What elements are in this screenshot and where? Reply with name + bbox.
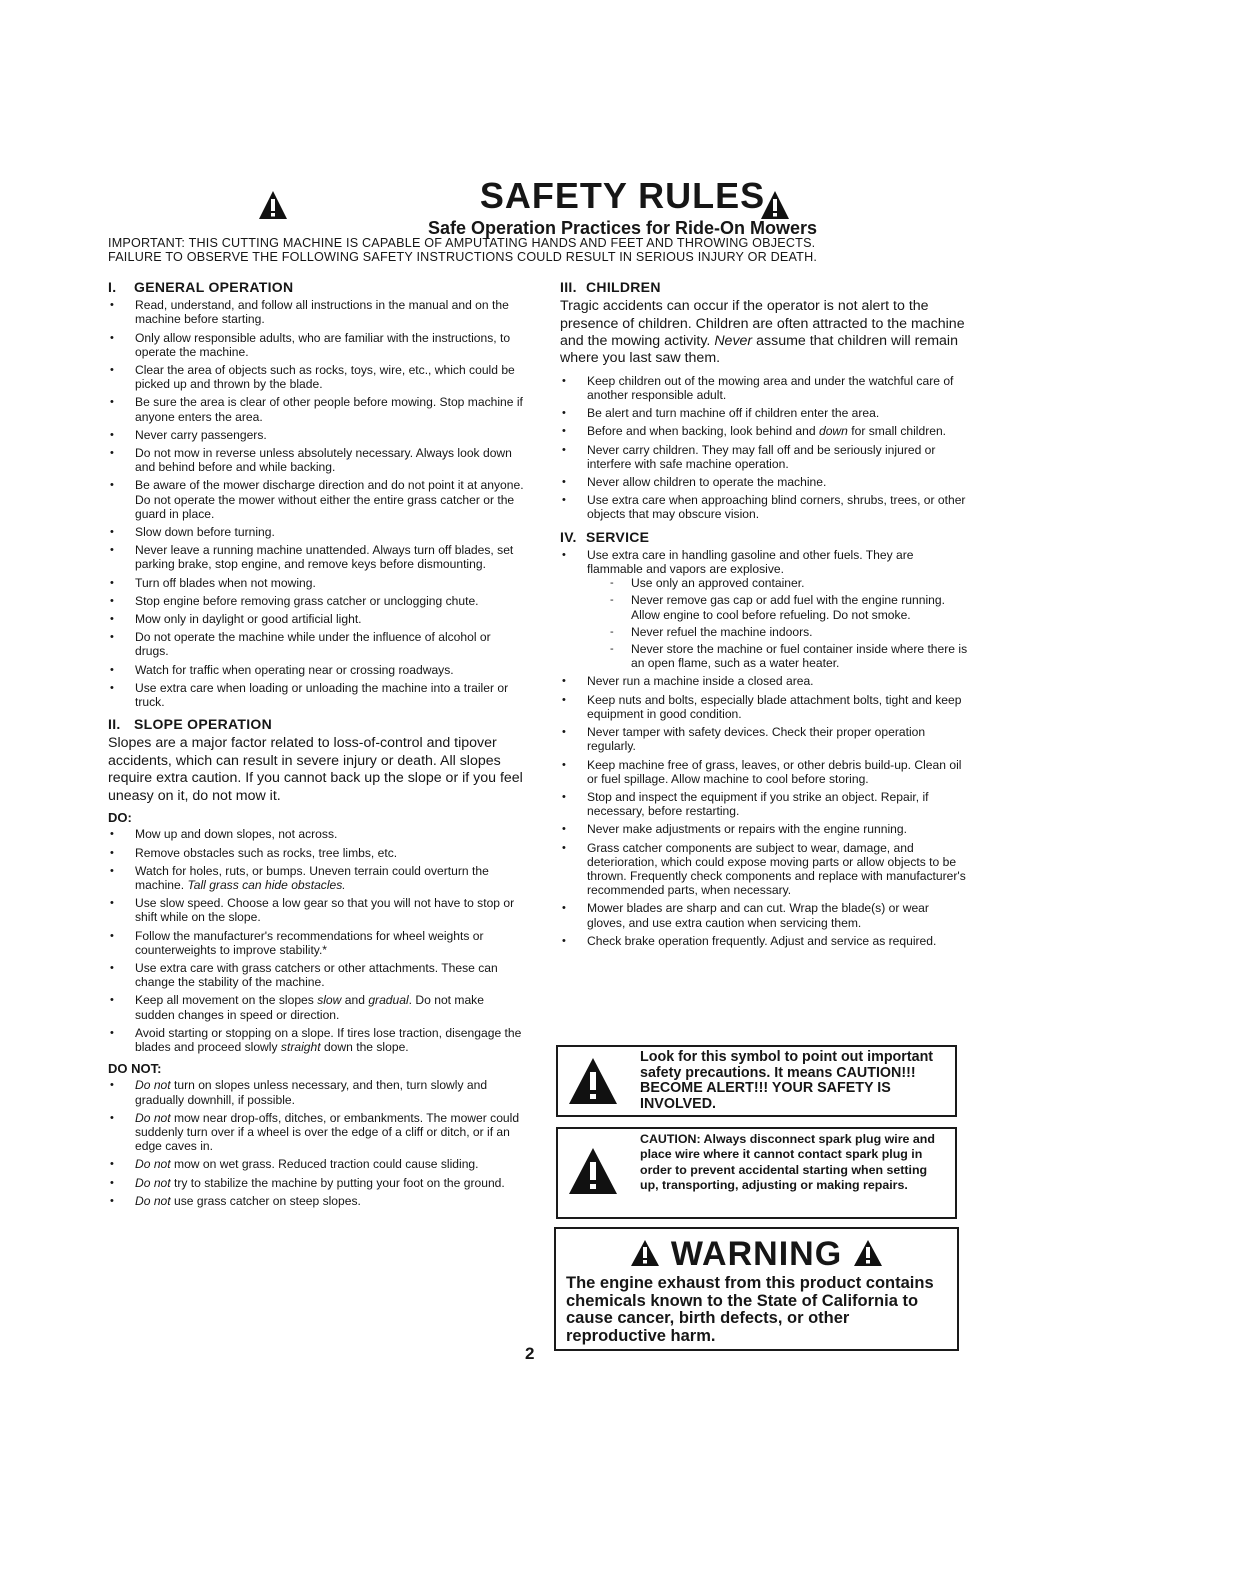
list-item: • Slow down before turning. [108,525,526,539]
item-text: and [341,993,369,1008]
item-emphasis: Do not [135,1193,171,1208]
general-rules-list [108,298,526,709]
item-text: Keep all movement on the slopes [135,993,314,1008]
list-item [108,1176,526,1190]
list-item: • Never make adjustments or repairs with the engine running. [560,822,970,836]
item-emphasis: Do not [135,1175,171,1190]
list-item [560,548,970,671]
paragraph-text: Tragic accidents can occur if the operator is not alert to the presence of children. Children are often attracted to the machine and the mowing activity. [560,298,965,350]
warning-box [554,1227,959,1351]
section-heading-slope [108,717,526,731]
section-title: GENERAL OPERATION [134,279,294,295]
section-number: III. [560,279,577,295]
children-rules-list [560,374,970,522]
right-column [560,280,970,956]
list-item: • Mow up and down slopes, not across. [108,827,526,841]
caution-box [556,1127,957,1219]
list-item: • Use extra care when approaching blind corners, shrubs, trees, or other objects that may obscure vision. [560,493,970,521]
list-item: • Never carry passengers. [108,428,526,442]
warning-triangle-icon [630,1239,660,1267]
slope-intro: Slopes are a major factor related to loss-of-control and tipover accidents, which can result in severe injury or death. All slopes require extra caution. If you cannot back up the slope or if you feel uneasy on it, do not mow it. [108,735,523,804]
warning-triangle-icon [853,1239,883,1267]
item-text: mow on wet grass. Reduced traction could cause sliding. [170,1157,479,1172]
section-heading-children [560,280,970,294]
important-line: FAILURE TO OBSERVE THE FOLLOWING SAFETY INSTRUCTIONS COULD RESULT IN SERIOUS INJURY OR DEATH. [108,250,818,264]
do-not-label: DO NOT: [108,1061,162,1077]
item-emphasis: Do not [135,1157,171,1172]
page-number: 2 [525,1344,535,1363]
item-text: turn on slopes unless necessary, and then, turn slowly and gradually downhill, if possible. [135,1078,488,1107]
item-text: Before and when backing, look behind and [587,424,816,439]
list-item: • Stop and inspect the equipment if you strike an object. Repair, if necessary, before restarting. [560,790,970,818]
warning-heading [556,1235,957,1273]
list-item: • Remove obstacles such as rocks, tree limbs, etc. [108,846,526,860]
list-item: • Do not mow in reverse unless absolutely necessary. Always look down and behind before and while backing. [108,446,526,474]
list-item: • Follow the manufacturer's recommendations for wheel weights or counterweights to improve stability.* [108,929,526,957]
important-line: IMPORTANT: THIS CUTTING MACHINE IS CAPABLE OF AMPUTATING HANDS AND FEET AND THROWING OBJECTS. [108,236,816,250]
list-item [108,1078,526,1106]
do-label: DO: [108,810,132,826]
list-item [560,424,970,438]
important-notice [108,236,1142,264]
list-item: • Use extra care with grass catchers or other attachments. These can change the stability of the machine. [108,961,526,989]
children-intro [560,298,970,368]
item-emphasis: down [818,424,848,439]
item-text: Use extra care in handling gasoline and other fuels. They are flammable and vapors are explosive. [587,547,914,577]
list-item: • Keep children out of the mowing area and under the watchful care of another responsible adult. [560,374,970,402]
sublist-item: - Use only an approved container. [610,576,970,590]
symbol-box-text: Look for this symbol to point out important safety precautions. It means CAUTION!!! BECOME ALERT!!! YOUR SAFETY IS INVOLVED. [640,1049,934,1112]
item-text: . Do not make sudden changes in speed or direction. [135,993,484,1022]
service-rules-list [560,548,970,948]
sublist-item: - Never remove gas cap or add fuel with the engine running. Allow engine to cool before refueling. Do not smoke. [610,593,970,621]
item-emphasis: gradual [368,993,409,1008]
list-item [108,993,526,1021]
section-heading-general [108,280,526,294]
list-item: • Never allow children to operate the machine. [560,475,970,489]
list-item: • Use slow speed. Choose a low gear so that you will not have to stop or shift while on the slope. [108,896,526,924]
sublist-item: - Never store the machine or fuel container inside where there is an open flame, such as a water heater. [610,642,970,670]
section-number: IV. [560,528,577,545]
section-title: SERVICE [586,528,650,545]
list-item [108,1111,526,1154]
list-item [108,1157,526,1171]
list-item: • Be sure the area is clear of other people before mowing. Stop machine if anyone enters the area. [108,395,526,423]
paragraph-emphasis: Never [714,333,753,350]
fuel-sublist [587,576,970,670]
list-item: • Never leave a running machine unattended. Always turn off blades, set parking brake, stop engine, and remove keys before dismounting. [108,543,526,571]
section-heading-service [560,530,970,544]
list-item: • Clear the area of objects such as rocks, toys, wire, etc., which could be picked up and thrown by the blade. [108,363,526,391]
list-item: • Mow only in daylight or good artificial light. [108,612,526,626]
caution-box-text: CAUTION: Always disconnect spark plug wire and place wire where it cannot contact spark plug in order to prevent accidental starting when setting up, transporting, adjusting or making repairs. [640,1132,935,1193]
item-text: down the slope. [320,1039,409,1054]
item-emphasis: Tall grass can hide obstacles. [187,877,346,892]
list-item: • Check brake operation frequently. Adjust and service as required. [560,934,970,948]
page-header [0,176,1245,240]
list-item: • Grass catcher components are subject to wear, damage, and deterioration, which could expose moving parts or allow objects to be thrown. Frequently check components and replace with manufacturer's recommended parts, when necessary. [560,841,970,898]
list-item [108,1026,526,1054]
item-text: Avoid starting or stopping on a slope. If tires lose traction, disengage the blades and proceed slowly [135,1025,522,1054]
section-title: CHILDREN [586,279,661,295]
item-text: for small children. [847,424,947,439]
do-not-list [108,1078,526,1208]
sublist-item: - Never refuel the machine indoors. [610,625,970,639]
item-emphasis: Do not [135,1110,171,1125]
list-item: • Turn off blades when not mowing. [108,576,526,590]
section-number: II. [108,716,121,733]
item-emphasis: straight [280,1039,321,1054]
list-item: • Be alert and turn machine off if children enter the area. [560,406,970,420]
list-item: • Never carry children. They may fall off and be seriously injured or interfere with safe machine operation. [560,443,970,471]
warning-triangle-icon [568,1147,618,1195]
safety-symbol-box [556,1045,957,1117]
warning-text: The engine exhaust from this product contains chemicals known to the State of California to cause cancer, birth defects, or other reproductive harm. [566,1274,934,1345]
list-item: • Never tamper with safety devices. Check their proper operation regularly. [560,725,970,753]
page-title: SAFETY RULES [479,175,766,216]
list-item: • Use extra care when loading or unloading the machine into a trailer or truck. [108,681,526,709]
item-text: use grass catcher on steep slopes. [170,1193,361,1208]
item-emphasis: slow [317,993,342,1008]
do-list [108,827,526,1054]
paragraph-text: assume that children will remain where you last saw them. [560,333,958,367]
list-item: • Be aware of the mower discharge direction and do not point it at anyone. Do not operate the mower without either the entire grass catcher or the guard in place. [108,478,526,521]
list-item [108,864,526,892]
warning-title: WARNING [670,1235,843,1273]
item-text: try to stabilize the machine by putting your foot on the ground. [170,1175,505,1190]
list-item: • Only allow responsible adults, who are familiar with the instructions, to operate the machine. [108,331,526,359]
list-item: • Keep nuts and bolts, especially blade attachment bolts, tight and keep equipment in good condition. [560,693,970,721]
list-item: • Stop engine before removing grass catcher or unclogging chute. [108,594,526,608]
item-text: Watch for holes, ruts, or bumps. Uneven terrain could overturn the machine. [135,863,489,892]
list-item [108,1194,526,1208]
list-item: • Watch for traffic when operating near or crossing roadways. [108,663,526,677]
item-text: mow near drop-offs, ditches, or embankments. The mower could suddenly turn over if a wheel is over the edge of a cliff or ditch, or if an edge caves in. [135,1110,520,1154]
section-number: I. [108,279,117,295]
left-column [108,280,526,1216]
list-item: • Keep machine free of grass, leaves, or other debris build-up. Clean oil or fuel spillage. Allow machine to cool before storing. [560,758,970,786]
warning-triangle-icon [568,1057,618,1105]
page-subtitle: Safe Operation Practices for Ride-On Mowers [427,218,818,238]
list-item: • Never run a machine inside a closed area. [560,674,970,688]
list-item: • Read, understand, and follow all instructions in the manual and on the machine before starting. [108,298,526,326]
section-title: SLOPE OPERATION [134,716,273,733]
item-emphasis: Do not [135,1078,171,1093]
list-item: • Do not operate the machine while under the influence of alcohol or drugs. [108,630,526,658]
list-item: • Mower blades are sharp and can cut. Wrap the blade(s) or wear gloves, and use extra caution when servicing them. [560,901,970,929]
